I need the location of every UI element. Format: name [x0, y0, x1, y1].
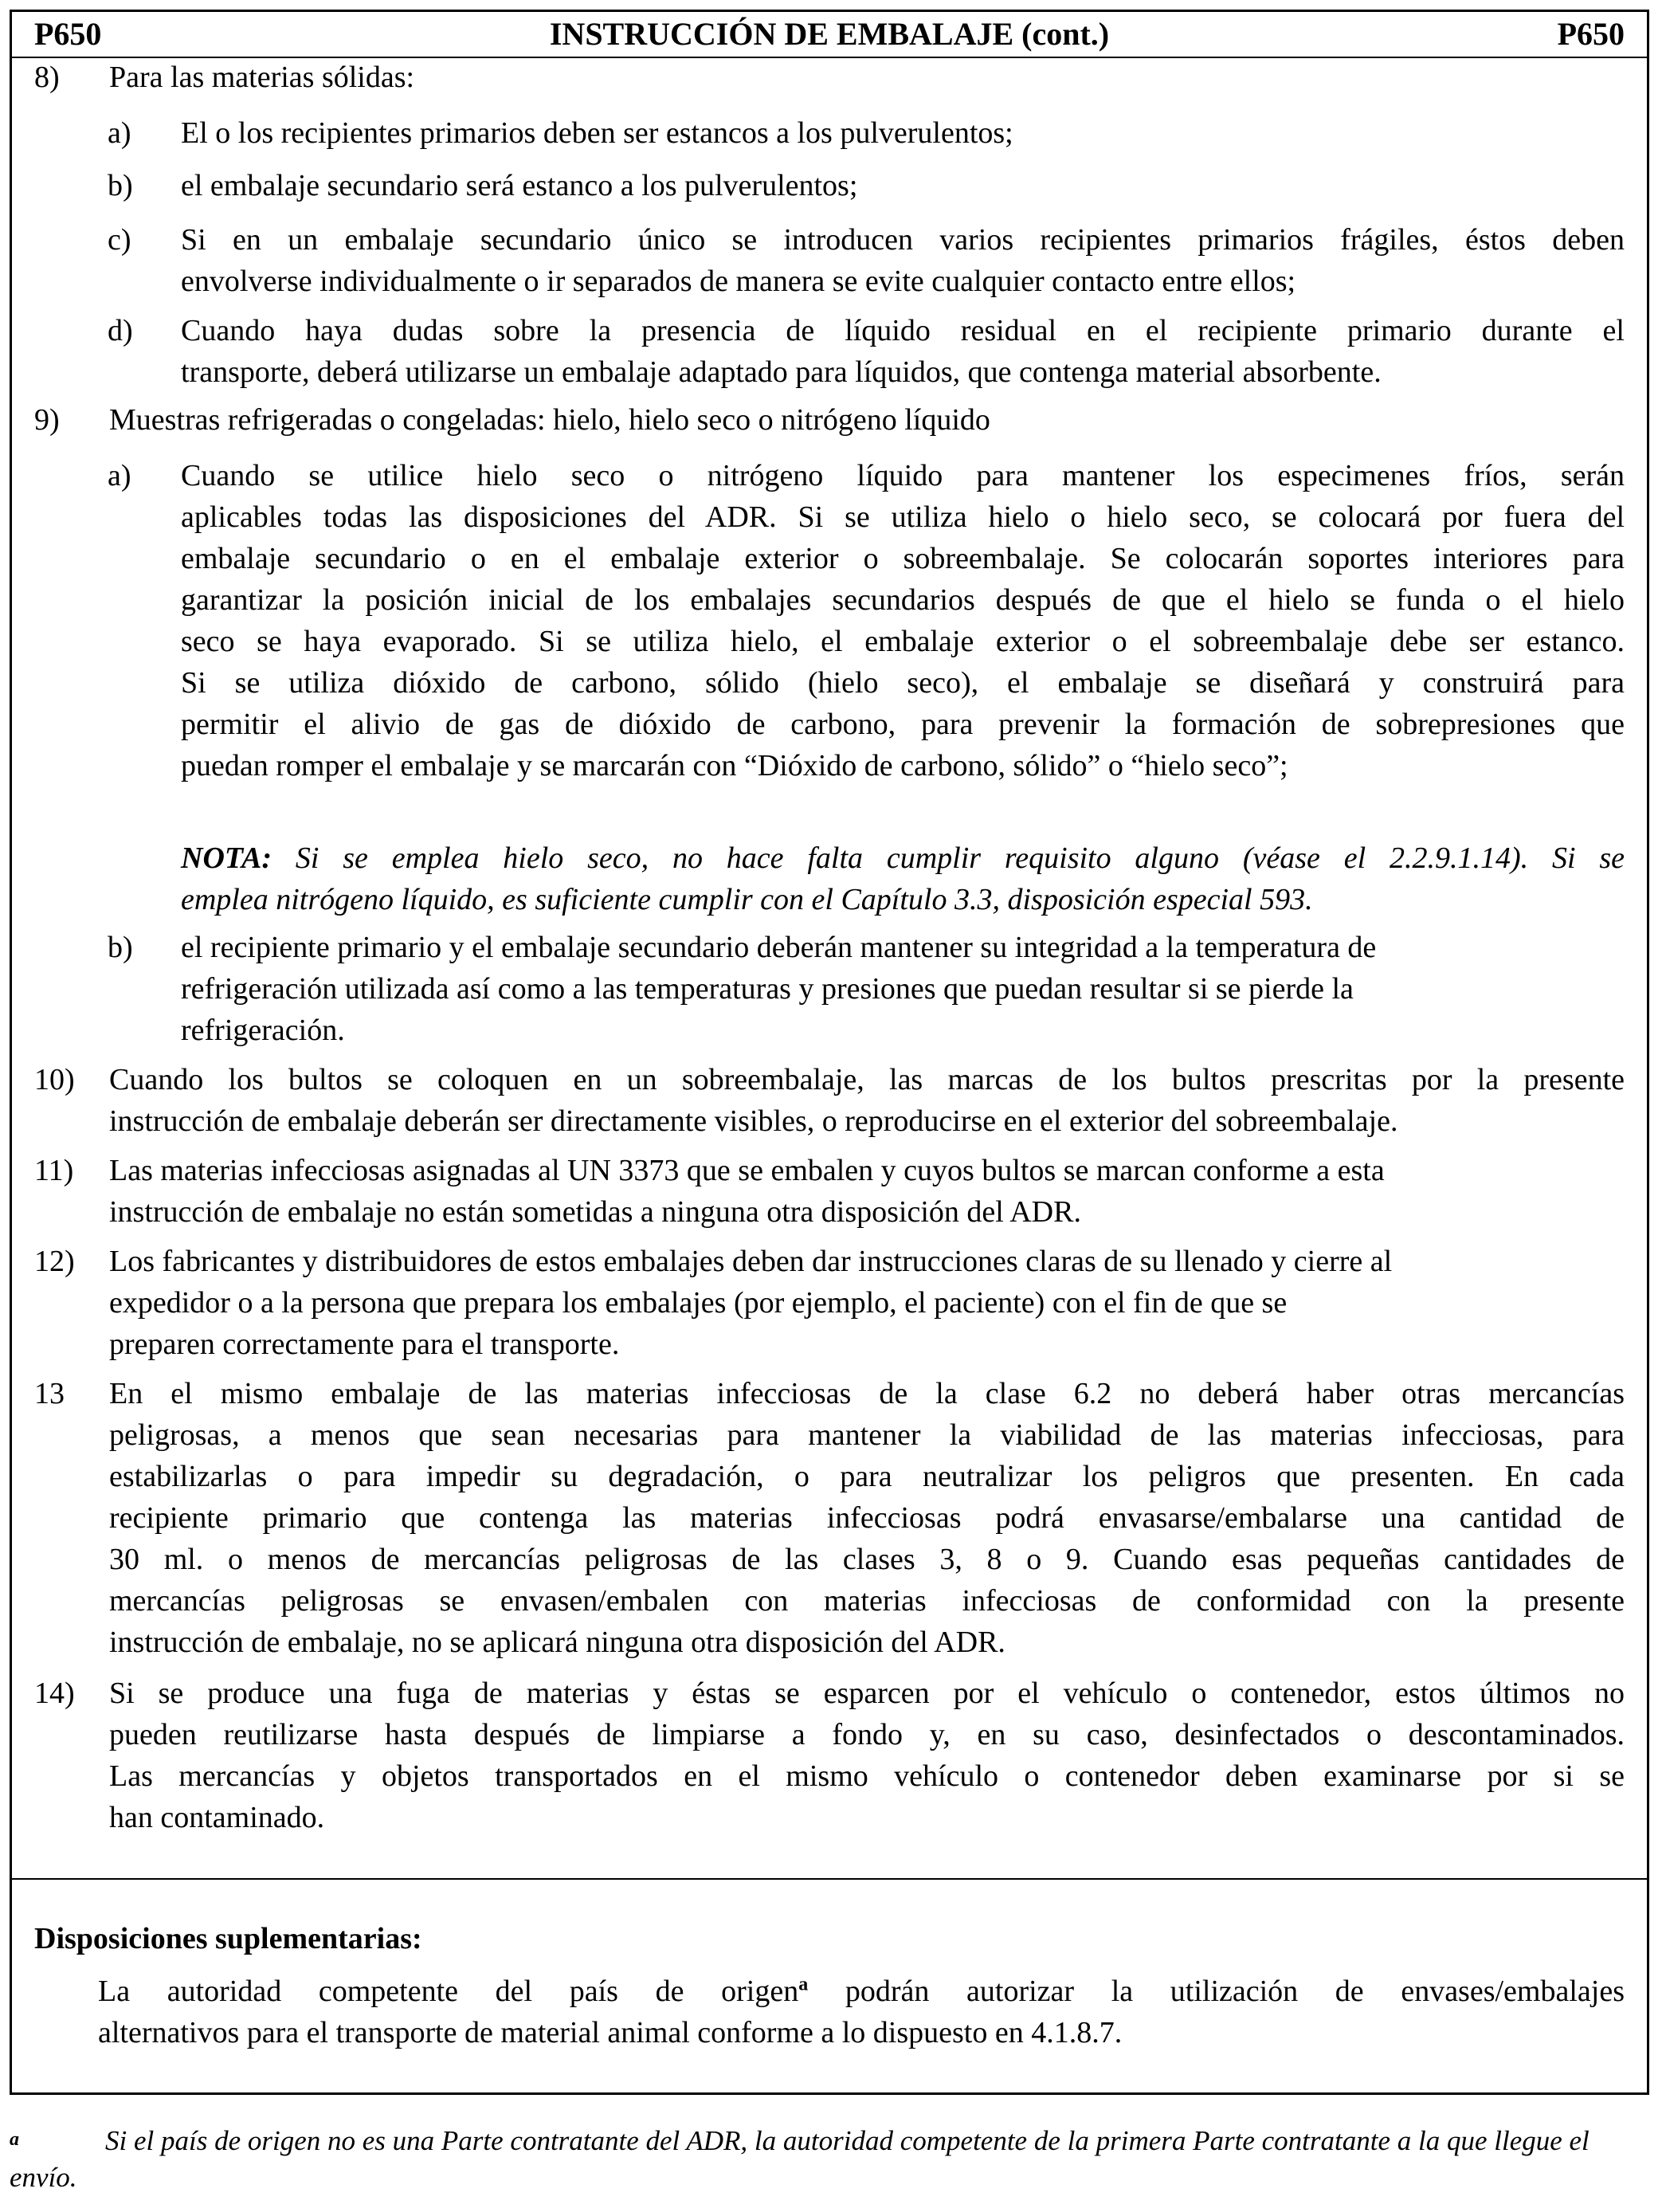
- text-line: Las materias infecciosas asignadas al UN 3373 que se embalen y cuyos bultos se marcan conforme a esta: [109, 1154, 1385, 1187]
- text-line: expedidor o a la persona que prepara los embalajes (por ejemplo, el paciente) con el fin de que se: [109, 1286, 1288, 1320]
- provision-text: [109, 57, 1625, 98]
- text-line: el recipiente primario y el embalaje secundario deberán mantener su integridad a la temperatura de: [181, 931, 1377, 964]
- instruction-code-left: P650: [34, 16, 102, 52]
- text-line: han contaminado.: [109, 1801, 325, 1834]
- supplementary-text: [98, 1971, 1625, 2053]
- text-line: Si se emplea hielo seco, no hace falta cumplir requisito alguno (véase el 2.2.9.1.14). Si se: [272, 841, 1625, 875]
- text-line: Las mercancías y objetos transportados en el mismo vehículo o contenedor deben examinarse por si se: [109, 1759, 1625, 1793]
- text-line: Si se utiliza dióxido de carbono, sólido (hielo seco), el embalaje se diseñará y construirá para: [181, 666, 1625, 700]
- text-line: En el mismo embalaje de las materias infecciosas de la clase 6.2 no deberá haber otras mercancías: [109, 1377, 1625, 1410]
- text-line: pueden reutilizarse hasta después de limpiarse a fondo y, en su caso, desinfectados o descontaminados.: [109, 1718, 1625, 1751]
- provision-number: 11): [34, 1154, 74, 1187]
- text-line: Los fabricantes y distribuidores de estos embalajes deben dar instrucciones claras de su llenado y cierre al: [109, 1245, 1393, 1278]
- sub-text: [181, 165, 1625, 206]
- instruction-title: INSTRUCCIÓN DE EMBALAJE (cont.): [549, 16, 1110, 52]
- sub-letter: b): [108, 169, 133, 202]
- text-line: puedan romper el embalaje y se marcarán con “Dióxido de carbono, sólido” o “hielo seco”;: [181, 749, 1288, 782]
- text-line: el embalaje secundario será estanco a los pulverulentos;: [181, 169, 858, 202]
- text-line: envolverse individualmente o ir separados de manera se evite cualquier contacto entre ellos;: [181, 265, 1296, 298]
- text-line: refrigeración.: [181, 1014, 345, 1047]
- supplementary-provisions: [12, 1880, 1647, 2095]
- text-line: estabilizarlas o para impedir su degradación, o para neutralizar los peligros que presenten. En cada: [109, 1460, 1625, 1493]
- footnote-text: Si el país de origen no es una Parte contratante del ADR, la autoridad competente de la primera Parte contratante a la que llegue el envío.: [10, 2125, 1589, 2193]
- supplementary-heading: Disposiciones suplementarias:: [34, 1922, 422, 1955]
- sub-text: [181, 219, 1625, 302]
- text-line: Cuando haya dudas sobre la presencia de líquido residual en el recipiente primario durante el: [181, 314, 1625, 347]
- text-line: aplicables todas las disposiciones del ADR. Si se utiliza hielo o hielo seco, se colocará por fuera del: [181, 500, 1625, 534]
- text-line: recipiente primario que contenga las materias infecciosas podrá envasarse/embalarse una cantidad de: [109, 1501, 1625, 1535]
- footnote-reference[interactable]: a: [798, 1974, 809, 1995]
- sub-letter: b): [108, 931, 133, 964]
- text-line: refrigeración utilizada así como a las temperaturas y presiones que puedan resultar si se pierde la: [181, 972, 1354, 1006]
- sub-text: [181, 455, 1625, 786]
- text-line: peligrosas, a menos que sean necesarias para mantener la viabilidad de las materias infecciosas, para: [109, 1418, 1625, 1452]
- text-line: Cuando los bultos se coloquen en un sobreembalaje, las marcas de los bultos prescritas por la presente: [109, 1063, 1625, 1096]
- provision-text: [109, 1673, 1625, 1838]
- text-line: instrucción de embalaje, no se aplicará ninguna otra disposición del ADR.: [109, 1626, 1005, 1659]
- provision-text: [109, 1241, 1625, 1365]
- provision-text: [109, 1373, 1625, 1663]
- sub-letter: c): [108, 223, 131, 257]
- provision-number: 10): [34, 1063, 75, 1096]
- text-line: emplea nitrógeno líquido, es suficiente cumplir con el Capítulo 3.3, disposición especial 593.: [181, 883, 1313, 916]
- provision-number: 14): [34, 1677, 75, 1710]
- text-line: Cuando se utilice hielo seco o nitrógeno líquido para mantener los especimenes fríos, serán: [181, 459, 1625, 492]
- provision-text: [109, 399, 1625, 441]
- note-label: NOTA:: [181, 841, 272, 875]
- text-line: Si se produce una fuga de materias y éstas se esparcen por el vehículo o contenedor, estos últimos no: [109, 1677, 1625, 1710]
- text-line: Si en un embalaje secundario único se introducen varios recipientes primarios frágiles, éstos deben: [181, 223, 1625, 257]
- sub-letter: a): [108, 116, 131, 150]
- text-line: 30 ml. o menos de mercancías peligrosas de las clases 3, 8 o 9. Cuando esas pequeñas cantidades de: [109, 1543, 1625, 1576]
- provision-text: [109, 1059, 1625, 1142]
- footnote-mark: a: [10, 2129, 19, 2150]
- sub-letter: d): [108, 314, 133, 347]
- instruction-code-right: P650: [1557, 16, 1625, 52]
- table-header: [12, 12, 1647, 58]
- text-line: embalaje secundario o en el embalaje exterior o sobreembalaje. Se colocarán soportes interiores para: [181, 542, 1625, 575]
- text-line: instrucción de embalaje no están sometidas a ninguna otra disposición del ADR.: [109, 1195, 1081, 1229]
- text-line: mercancías peligrosas se envasen/embalen con materias infecciosas de conformidad con la presente: [109, 1584, 1625, 1618]
- provision-number: 13: [34, 1377, 65, 1410]
- text-line: seco se haya evaporado. Si se utiliza hielo, el embalaje exterior o el sobreembalaje debe ser estanco.: [181, 625, 1625, 658]
- provision-number: 8): [34, 61, 60, 94]
- text-line: Muestras refrigeradas o congeladas: hielo, hielo seco o nitrógeno líquido: [109, 403, 990, 437]
- provision-text: [109, 1150, 1625, 1233]
- text-segment: La autoridad competente del país de origen: [98, 1975, 799, 2008]
- text-line: alternativos para el transporte de material animal conforme a lo dispuesto en 4.1.8.7.: [98, 2016, 1123, 2049]
- instruction-body: [12, 57, 1647, 1880]
- sub-letter: a): [108, 459, 131, 492]
- text-line: Para las materias sólidas:: [109, 61, 415, 94]
- packing-instruction-table: [10, 10, 1649, 2095]
- sub-text: [181, 310, 1625, 393]
- text-segment: podrán autorizar la utilización de envases/embalajes: [808, 1975, 1625, 2008]
- text-line: El o los recipientes primarios deben ser estancos a los pulverulentos;: [181, 116, 1013, 150]
- sub-text: [181, 927, 1625, 1051]
- text-line: transporte, deberá utilizarse un embalaje adaptado para líquidos, que contenga material absorbente.: [181, 355, 1382, 389]
- text-line: garantizar la posición inicial de los embalajes secundarios después de que el hielo se funda o el hielo: [181, 583, 1625, 617]
- text-line: preparen correctamente para el transporte.: [109, 1328, 620, 1361]
- provision-number: 12): [34, 1245, 75, 1278]
- sub-text: [181, 112, 1625, 154]
- provision-number: 9): [34, 403, 60, 437]
- text-line: permitir el alivio de gas de dióxido de carbono, para prevenir la formación de sobrepresiones que: [181, 708, 1625, 741]
- text-line: instrucción de embalaje deberán ser directamente visibles, o reproducirse en el exterior del sobreembalaje.: [109, 1104, 1398, 1138]
- note-text: [181, 837, 1625, 920]
